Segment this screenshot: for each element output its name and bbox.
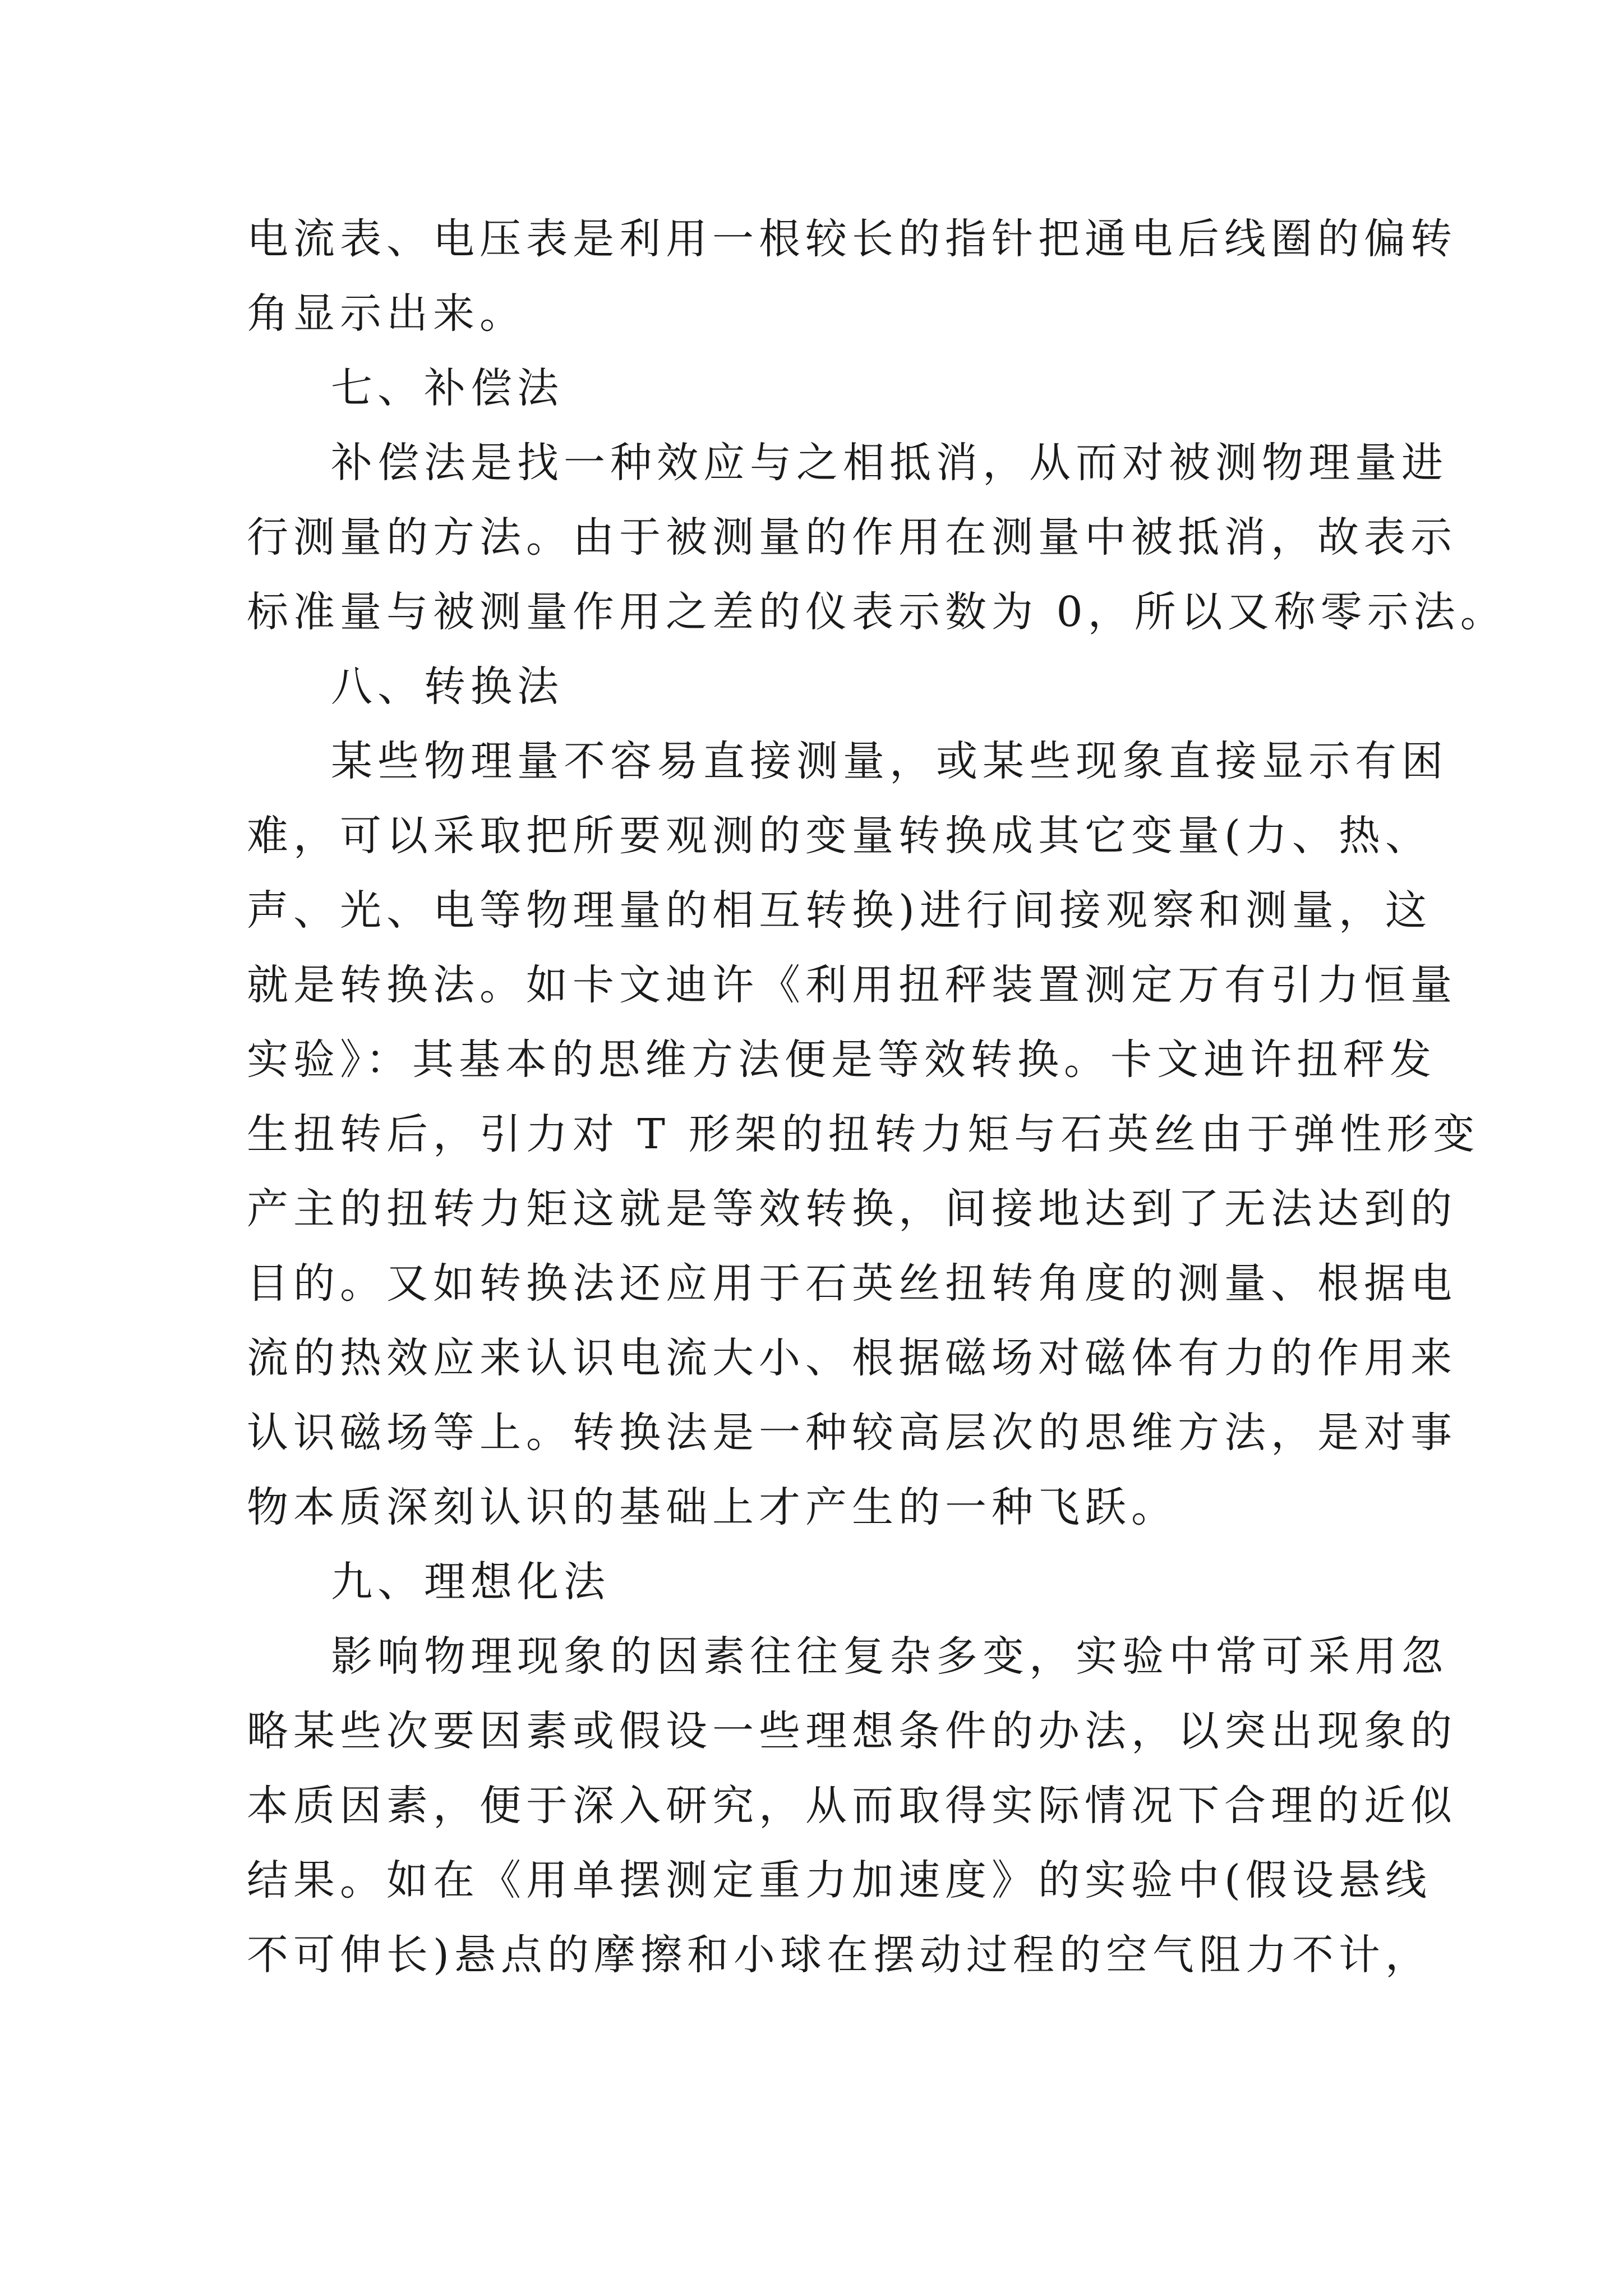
body-text-line: 本质因素，便于深入研究，从而取得实际情况下合理的近似 bbox=[247, 1782, 1457, 1830]
body-text-line: 结果。如在《用单摆测定重力加速度》的实验中(假设悬线 bbox=[247, 1856, 1432, 1904]
body-text-line: 标准量与被测量作用之差的仪表示数为 0，所以又称零示法。 bbox=[247, 588, 1507, 636]
document-body bbox=[247, 202, 1507, 1993]
body-text-line: 实验》：其基本的思维方法便是等效转换。卡文迪许扭秤发 bbox=[247, 1036, 1436, 1084]
body-text-line: 补偿法是找一种效应与之相抵消，从而对被测物理量进 bbox=[331, 439, 1448, 487]
body-text-line: 流的热效应来认识电流大小、根据磁场对磁体有力的作用来 bbox=[247, 1334, 1457, 1382]
section-heading-compensation: 七、补偿法 bbox=[331, 364, 564, 412]
body-text-line: 影响物理现象的因素往往复杂多变，实验中常可采用忽 bbox=[331, 1632, 1448, 1681]
body-text-line: 电流表、电压表是利用一根较长的指针把通电后线圈的偏转 bbox=[247, 215, 1457, 263]
body-text-line: 行测量的方法。由于被测量的作用在测量中被抵消，故表示 bbox=[247, 513, 1457, 562]
section-heading-idealization: 九、理想化法 bbox=[331, 1558, 610, 1606]
body-text-line: 声、光、电等物理量的相互转换)进行间接观察和测量，这 bbox=[247, 886, 1432, 935]
body-text-line: 角显示出来。 bbox=[247, 289, 526, 338]
body-text-line: 目的。又如转换法还应用于石英丝扭转角度的测量、根据电 bbox=[247, 1259, 1457, 1308]
section-heading-conversion: 八、转换法 bbox=[331, 662, 564, 711]
body-text-line: 就是转换法。如卡文迪许《利用扭秤装置测定万有引力恒量 bbox=[247, 961, 1457, 1009]
body-text-line: 难，可以采取把所要观测的变量转换成其它变量(力、热、 bbox=[247, 812, 1432, 860]
body-text-line: 物本质深刻认识的基础上才产生的一种飞跃。 bbox=[247, 1483, 1178, 1531]
body-text-line: 认识磁场等上。转换法是一种较高层次的思维方法，是对事 bbox=[247, 1409, 1457, 1457]
body-text-line: 产主的扭转力矩这就是等效转换，间接地达到了无法达到的 bbox=[247, 1185, 1457, 1233]
body-text-line: 不可伸长)悬点的摩擦和小球在摆动过程的空气阻力不计， bbox=[247, 1931, 1432, 1979]
body-text-line: 生扭转后，引力对 T 形架的扭转力矩与石英丝由于弹性形变 bbox=[247, 1110, 1480, 1158]
body-text-line: 略某些次要因素或假设一些理想条件的办法，以突出现象的 bbox=[247, 1707, 1457, 1755]
body-text-line: 某些物理量不容易直接测量，或某些现象直接显示有困 bbox=[331, 737, 1448, 785]
